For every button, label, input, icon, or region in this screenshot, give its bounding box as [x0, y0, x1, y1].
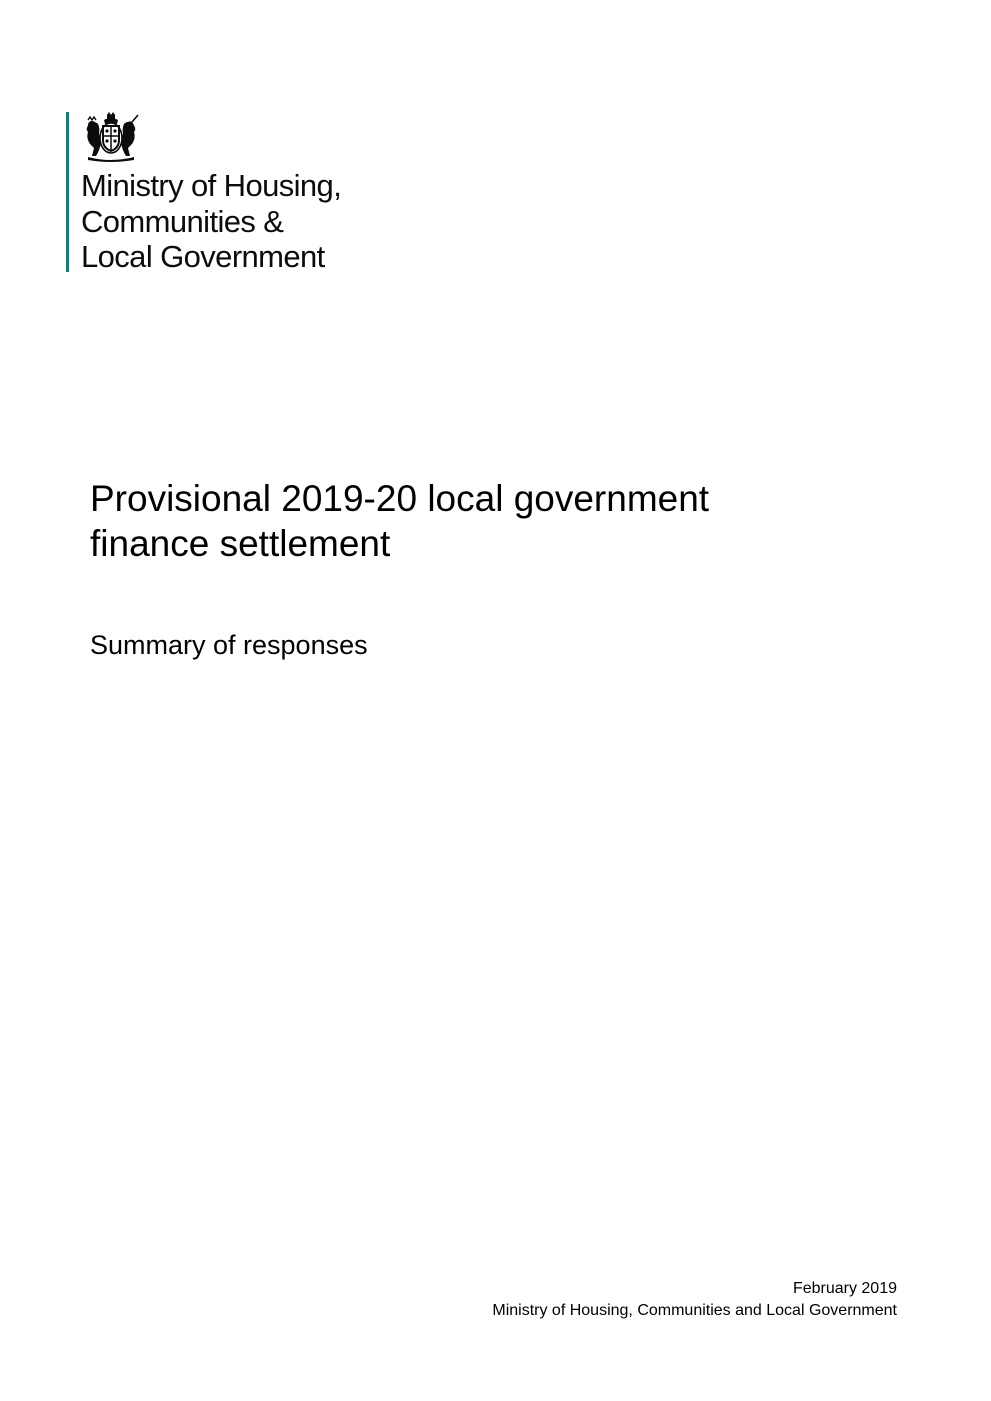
publisher-name: Ministry of Housing, Communities and Local Government — [492, 1302, 897, 1319]
publication-footer — [492, 1278, 897, 1322]
logo-accent-rule — [66, 112, 69, 272]
document-title-line-1: Provisional 2019-20 local government — [90, 478, 710, 519]
organisation-name — [81, 168, 341, 275]
royal-coat-of-arms-icon — [80, 112, 142, 162]
organisation-name-line-2: Communities & — [81, 203, 284, 239]
document-title — [90, 476, 890, 566]
organisation-name-line-3: Local Government — [81, 239, 325, 274]
publication-date: February 2019 — [792, 1280, 897, 1297]
organisation-name-line-1: Ministry of Housing, — [81, 168, 342, 203]
document-title-line-2: finance settlement — [90, 523, 391, 564]
department-logo — [66, 112, 396, 272]
document-subtitle: Summary of responses — [90, 630, 368, 660]
